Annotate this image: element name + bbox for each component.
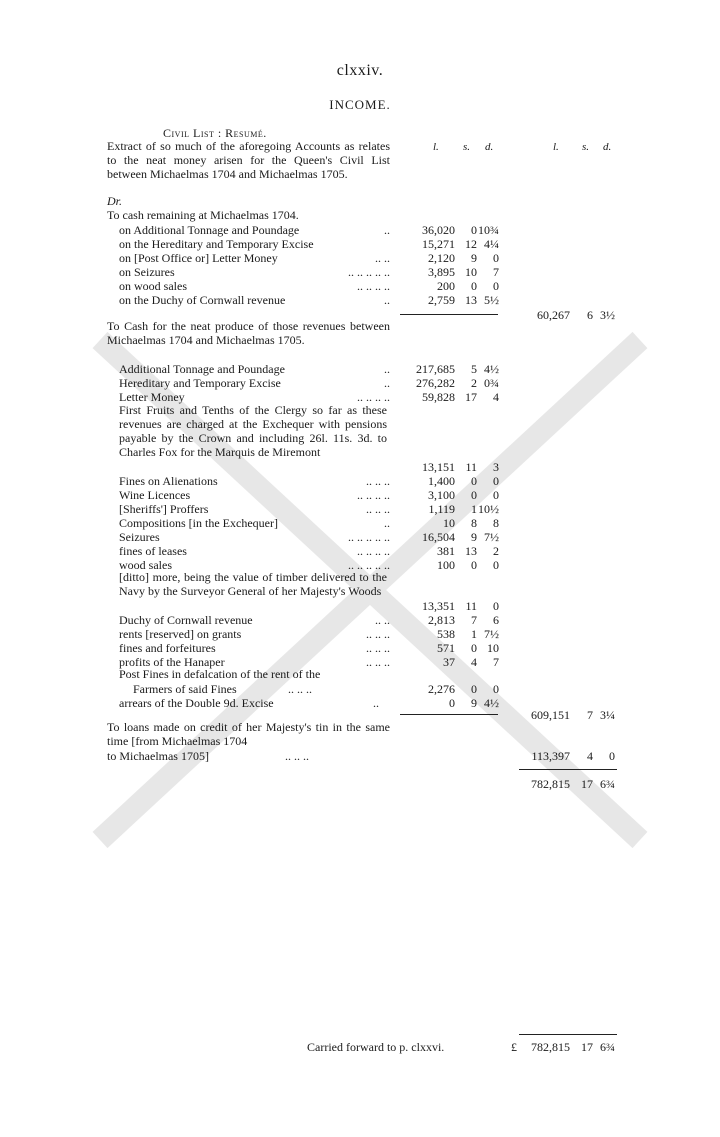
row-label: on Additional Tonnage and Poundage xyxy=(119,223,300,237)
row-label: on wood sales xyxy=(119,279,187,293)
row-pence: 4 xyxy=(493,390,499,404)
row-label: Seizures xyxy=(119,530,160,544)
row-label: on the Hereditary and Temporary Excise xyxy=(119,237,314,251)
ledger-row xyxy=(0,279,720,293)
row-pounds: 36,020 xyxy=(422,223,455,237)
row-label: Compositions [in the Exchequer] xyxy=(119,516,278,530)
ledger-row xyxy=(0,293,720,307)
row-pence: 4¼ xyxy=(484,237,499,251)
ledger-row xyxy=(0,530,720,544)
col-header-total-d: d. xyxy=(603,141,612,153)
row-label: Fines on Alienations xyxy=(119,474,218,488)
row-shillings: 4 xyxy=(471,655,477,669)
row-shillings: 5 xyxy=(471,362,477,376)
row-pence: 0 xyxy=(493,488,499,502)
row-label: [Sheriffs'] Proffers xyxy=(119,502,209,516)
row-shillings: 9 xyxy=(471,530,477,544)
row-pounds: 571 xyxy=(437,641,455,655)
row-pounds: 10 xyxy=(443,516,455,530)
row-pence: 0 xyxy=(493,279,499,293)
footer-total-s: 17 xyxy=(581,1040,593,1054)
row-dots: .. .. .. xyxy=(366,627,390,641)
row-label: on Seizures xyxy=(119,265,175,279)
section2-total: 609,151 7 3¼ xyxy=(531,708,615,722)
row-shillings: 1 xyxy=(471,627,477,641)
total-d: 3½ xyxy=(600,308,615,322)
post-fines-text: Post Fines in defalcation of the rent of the xyxy=(119,667,321,681)
row-pounds: 37 xyxy=(443,655,455,669)
footer-label: Carried forward to p. clxxvi. xyxy=(307,1040,445,1054)
row-dots: .. xyxy=(384,376,390,390)
row-pence: 10½ xyxy=(478,502,499,516)
row-dots: .. xyxy=(384,516,390,530)
ledger-row xyxy=(0,627,720,641)
row-dots: .. .. .. .. .. xyxy=(348,530,390,544)
row-dots: .. xyxy=(384,362,390,376)
row-label: Letter Money xyxy=(119,390,185,404)
col-header-total-l: l. xyxy=(553,141,559,153)
total-l: 60,267 xyxy=(537,308,570,322)
ledger-row xyxy=(0,376,720,390)
row-dots: .. .. .. .. xyxy=(357,544,390,558)
row-dots: .. .. .. .. xyxy=(357,279,390,293)
page-number: clxxiv. xyxy=(336,62,384,79)
ledger-row xyxy=(0,544,720,558)
post-fines-row: Farmers of said Fines .. .. .. 2,276 0 0 xyxy=(133,682,499,696)
section3-last-row: to Michaelmas 1705] .. .. .. 113,397 4 0 xyxy=(107,749,615,763)
row-shillings: 9 xyxy=(471,251,477,265)
row-pence: 0 xyxy=(493,251,499,265)
row-pounds: 538 xyxy=(437,627,455,641)
ditto-row: 13,351 11 0 xyxy=(422,599,499,613)
row-pence: 10¾ xyxy=(478,223,499,237)
grand-total: 782,815 17 6¾ xyxy=(531,777,615,791)
row-pence: 0¾ xyxy=(484,376,499,390)
ledger-row xyxy=(0,265,720,279)
row-shillings: 8 xyxy=(471,516,477,530)
row-shillings: 2 xyxy=(471,376,477,390)
row-shillings: 1 xyxy=(471,502,477,516)
section1-heading: To cash remaining at Michaelmas 1704. xyxy=(107,208,299,222)
ledger-row xyxy=(0,655,720,669)
footer-pound: £ xyxy=(511,1040,517,1054)
row-dots: .. xyxy=(384,223,390,237)
row-pounds: 59,828 xyxy=(422,390,455,404)
row-pounds: 276,282 xyxy=(416,376,455,390)
arrears-row: arrears of the Double 9d. Excise .. 0 9 4½ xyxy=(119,696,499,710)
row-dots: .. .. .. xyxy=(366,502,390,516)
row-dots: .. xyxy=(384,293,390,307)
row-shillings: 0 xyxy=(471,641,477,655)
row-pounds: 1,119 xyxy=(428,502,455,516)
row-pence: 7½ xyxy=(484,530,499,544)
row-pounds: 15,271 xyxy=(422,237,455,251)
row-label: on the Duchy of Cornwall revenue xyxy=(119,293,286,307)
ledger-row xyxy=(0,488,720,502)
ledger-row xyxy=(0,223,720,237)
section2-heading: To Cash for the neat produce of those revenues between Michaelmas 1704 and Michaelmas 1705. xyxy=(107,319,390,347)
row-dots: .. .. .. xyxy=(366,474,390,488)
row-pence: 7 xyxy=(493,655,499,669)
extract-text: Extract of so much of the aforegoing Accounts as relates to the neat money arisen for the Queen's Civil List between Michaelmas 1704 and Michaelmas 1705. xyxy=(107,139,390,181)
ledger-row xyxy=(0,390,720,404)
row-pounds: 217,685 xyxy=(416,362,455,376)
row-pounds: 2,120 xyxy=(428,251,455,265)
row-shillings: 0 xyxy=(471,488,477,502)
row-shillings: 0 xyxy=(471,223,477,237)
ledger-row xyxy=(0,362,720,376)
row-pounds: 3,895 xyxy=(428,265,455,279)
row-label: profits of the Hanaper xyxy=(119,655,225,669)
row-pence: 10 xyxy=(487,641,499,655)
row-dots: .. .. xyxy=(375,251,390,265)
ledger-row xyxy=(0,251,720,265)
ledger-row xyxy=(0,613,720,627)
row-pounds: 16,504 xyxy=(422,530,455,544)
row-pence: 2 xyxy=(493,544,499,558)
footer-total-d: 6¾ xyxy=(600,1040,615,1054)
row-dots: .. .. xyxy=(375,613,390,627)
resume-heading: Civil List : Resumé. xyxy=(163,126,267,140)
row-label: fines and forfeitures xyxy=(119,641,216,655)
grand-total-rule xyxy=(519,769,617,770)
section-title: INCOME. xyxy=(329,97,391,112)
ledger-row xyxy=(0,474,720,488)
total-s: 6 xyxy=(587,308,593,322)
row-shillings: 17 xyxy=(465,390,477,404)
row-dots: .. .. .. .. .. xyxy=(348,558,390,572)
row-pounds: 3,100 xyxy=(428,488,455,502)
col-header-total-s: s. xyxy=(582,141,590,153)
footer xyxy=(0,1040,720,1056)
first-fruits-row: 13,151 11 3 xyxy=(422,460,499,474)
col-header-s: s. xyxy=(463,141,471,153)
ledger-row xyxy=(0,502,720,516)
row-pounds: 2,759 xyxy=(428,293,455,307)
row-shillings: 13 xyxy=(465,293,477,307)
row-label: Wine Licences xyxy=(119,488,191,502)
row-pence: 4½ xyxy=(484,362,499,376)
row-label: Duchy of Cornwall revenue xyxy=(119,613,253,627)
footer-rule xyxy=(519,1034,617,1035)
row-pence: 7½ xyxy=(484,627,499,641)
row-dots: .. .. .. .. xyxy=(357,390,390,404)
row-shillings: 0 xyxy=(471,558,477,572)
row-label: rents [reserved] on grants xyxy=(119,627,242,641)
ledger-row xyxy=(0,237,720,251)
row-pence: 0 xyxy=(493,558,499,572)
ledger-row xyxy=(0,516,720,530)
row-dots: .. .. .. .. .. xyxy=(348,265,390,279)
row-dots: .. .. .. xyxy=(366,641,390,655)
row-label: Additional Tonnage and Poundage xyxy=(119,362,285,376)
row-pounds: 381 xyxy=(437,544,455,558)
row-label: fines of leases xyxy=(119,544,187,558)
row-shillings: 0 xyxy=(471,474,477,488)
row-pounds: 2,813 xyxy=(428,613,455,627)
footer-total-l: 782,815 xyxy=(531,1040,570,1054)
row-label: on [Post Office or] Letter Money xyxy=(119,251,278,265)
row-shillings: 13 xyxy=(465,544,477,558)
row-label: wood sales xyxy=(119,558,172,572)
row-shillings: 10 xyxy=(465,265,477,279)
col-header-d: d. xyxy=(485,141,494,153)
row-label: Hereditary and Temporary Excise xyxy=(119,376,281,390)
row-dots: .. .. .. .. xyxy=(357,488,390,502)
row-pence: 7 xyxy=(493,265,499,279)
col-header-l: l. xyxy=(433,141,439,153)
row-shillings: 7 xyxy=(471,613,477,627)
ditto-text: [ditto] more, being the value of timber delivered to the Navy by the Surveyor General of her Majesty's Woods xyxy=(119,570,387,598)
section3-text: To loans made on credit of her Majesty's tin in the same time [from Michaelmas 1704 xyxy=(107,720,390,748)
row-pence: 6 xyxy=(493,613,499,627)
row-shillings: 12 xyxy=(465,237,477,251)
row-pence: 0 xyxy=(493,474,499,488)
row-shillings: 0 xyxy=(471,279,477,293)
row-pounds: 1,400 xyxy=(428,474,455,488)
row-pounds: 200 xyxy=(437,279,455,293)
row-dots: .. .. .. xyxy=(366,655,390,669)
first-fruits-text: First Fruits and Tenths of the Clergy so far as these revenues are charged at the Exchequer with pensions payable by the Crown and including 26l. 11s. 3d. to Charles Fox for the Marquis de Miremont xyxy=(119,403,387,459)
row-pence: 5½ xyxy=(484,293,499,307)
row-pounds: 100 xyxy=(437,558,455,572)
dr-label: Dr. xyxy=(107,194,123,208)
ledger-row xyxy=(0,641,720,655)
row-pence: 8 xyxy=(493,516,499,530)
